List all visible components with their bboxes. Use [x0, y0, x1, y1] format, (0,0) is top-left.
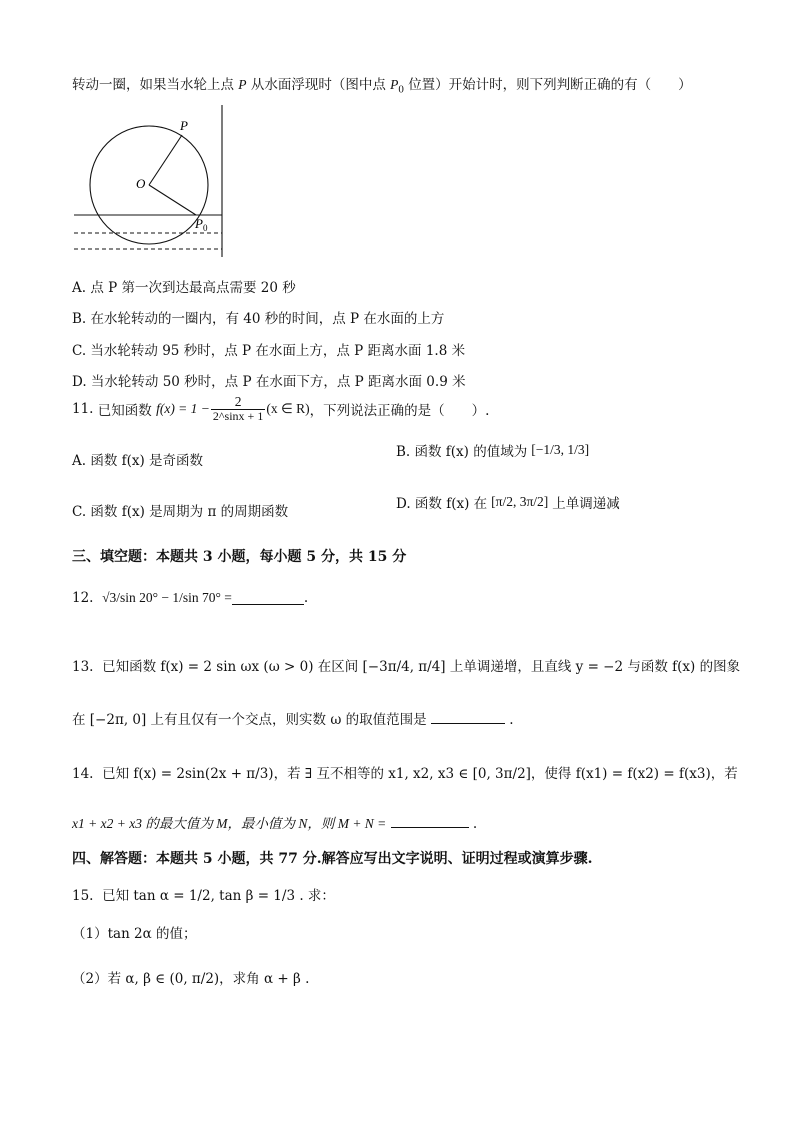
q11-number: 11.	[72, 400, 94, 417]
q10-option-b: B. 在水轮转动的一圈内，有 40 秒的时间，点 P 在水面的上方	[72, 311, 445, 327]
radius-op	[149, 135, 182, 185]
q11-option-b	[396, 440, 589, 460]
q11-option-d-tail: 上单调递减	[552, 496, 620, 512]
intro-text-a: 转动一圈，如果当水轮上点	[72, 77, 234, 93]
q13-line2	[72, 708, 514, 728]
q11-option-a: A. 函数 f(x) 是奇函数	[72, 453, 204, 469]
q14-line1	[72, 762, 738, 782]
intro-text-b: 从水面浮现时（图中点	[250, 77, 386, 93]
q12-answer-blank[interactable]	[232, 592, 304, 605]
q12-expression: √3/sin 20° − 1/sin 70° =	[102, 590, 232, 605]
q11-option-d-range: [π/2, 3π/2]	[491, 494, 549, 509]
q14-answer-blank[interactable]	[391, 815, 469, 828]
q10-option-a: A. 点 P 第一次到达最高点需要 20 秒	[72, 280, 296, 296]
water-wheel-figure	[70, 105, 230, 260]
q14-number: 14.	[72, 766, 94, 782]
q15-part1: （1）tan 2α 的值；	[72, 926, 197, 942]
q13-line1	[72, 655, 740, 675]
var-p0-sub: 0	[398, 83, 404, 96]
q11-stem	[72, 395, 489, 423]
q14-text-line1: 已知 f(x) = 2sin(2x + π/3)，若 ∃ 互不相等的 x1, x2, x3 ∈ [0, 3π/2]，使得 f(x1) = f(x2) = f(x3)，若	[102, 766, 738, 782]
q11-option-b-lead: B. 函数 f(x) 的值域为	[396, 444, 528, 460]
q11-option-d-lead: D. 函数 f(x) 在	[396, 496, 488, 512]
q12-number: 12.	[72, 590, 94, 606]
q14-line2	[72, 812, 477, 832]
q10-option-c: C. 当水轮转动 95 秒时，点 P 在水面上方，点 P 距离水面 1.8 米	[72, 343, 466, 359]
q13-end: .	[509, 712, 514, 728]
section-4-heading: 四、解答题：本题共 5 小题，共 77 分.解答应写出文字说明、证明过程或演算步骤.	[72, 851, 593, 867]
q11-option-b-range: [−1/3, 1/3]	[531, 442, 590, 457]
q11-frac-den: 2^sinx + 1	[212, 409, 264, 424]
q12	[72, 590, 308, 606]
q14-end: .	[472, 816, 478, 832]
q12-end: .	[303, 590, 309, 606]
label-o: O	[136, 176, 146, 191]
question-intro	[72, 73, 692, 96]
q14-text-line2: x1 + x2 + x3 的最大值为 M，最小值为 N，则 M + N =	[72, 816, 387, 831]
q11-option-d	[396, 492, 620, 512]
q11-option-c: C. 函数 f(x) 是周期为 π 的周期函数	[72, 504, 289, 520]
label-p: P	[180, 118, 188, 133]
section-3-heading: 三、填空题：本题共 3 小题，每小题 5 分，共 15 分	[72, 549, 407, 565]
var-p: P	[238, 77, 247, 92]
q15-line1	[72, 884, 335, 904]
q11-tail: ，下列说法正确的是（ ）.	[309, 402, 490, 419]
q15-text: 已知 tan α = 1/2, tan β = 1/3 . 求：	[102, 888, 335, 904]
q11-function: f(x) = 1 −	[156, 400, 210, 416]
intro-text-c: 位置）开始计时，则下列判断正确的有（ ）	[408, 77, 692, 93]
label-p0-sub: 0	[203, 223, 208, 233]
q11-frac-num: 2	[234, 394, 242, 409]
var-p0: P	[390, 77, 399, 92]
q13-answer-blank[interactable]	[431, 711, 505, 724]
radius-op0	[149, 185, 196, 215]
q11-domain: (x ∈ R)	[266, 400, 310, 416]
q15-part2: （2）若 α, β ∈ (0, π/2)，求角 α + β .	[72, 971, 310, 987]
label-p0: P	[195, 216, 203, 231]
q15-number: 15.	[72, 888, 94, 904]
q13-text-line1: 已知函数 f(x) = 2 sin ωx (ω > 0) 在区间 [−3π/4, π/4] 上单调递增，且直线 y = −2 与函数 f(x) 的图象	[102, 659, 741, 675]
q10-option-d: D. 当水轮转动 50 秒时，点 P 在水面下方，点 P 距离水面 0.9 米	[72, 374, 466, 390]
q11-fraction	[211, 395, 265, 423]
q13-text-line2: 在 [−2π, 0] 上有且仅有一个交点，则实数 ω 的取值范围是	[72, 712, 427, 728]
q11-lead: 已知函数	[97, 402, 152, 419]
q13-number: 13.	[72, 659, 94, 675]
